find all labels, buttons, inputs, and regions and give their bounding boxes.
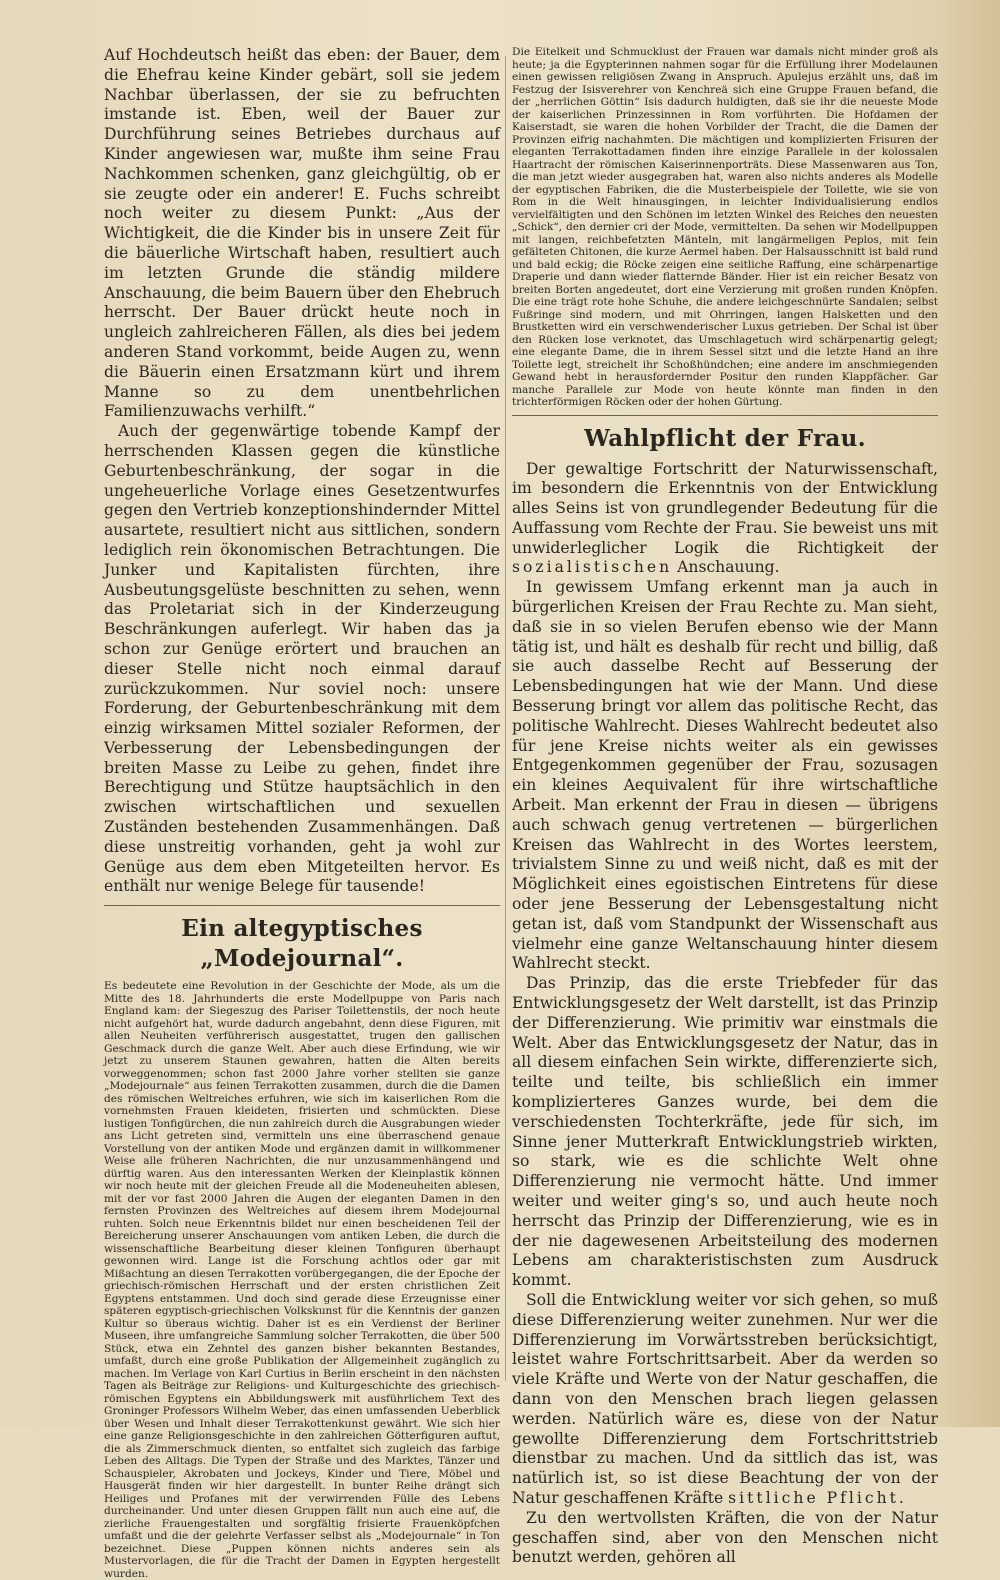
right-column [512,46,938,1567]
emphasized-word: sozialistischen [512,558,673,577]
article-paragraph: Das Prinzip, das die erste Triebfeder für das Entwicklungsgesetz der Welt darstellt, ist das Prinzip der Differenzierung. Wie primitiv war einstmals die Welt. Aber das Entwicklungsgesetz der Natur, das in all diesem einfachen Sein wirkte, differenzierte sich, teilte und teilte, bis schließlich ein immer komplizierteres Ganzes wurde, bei dem die verschiedensten Tochterkräfte, jede für sich, im Sinne jener Mutterkraft Entwicklungstrieb wirkten, so stark, wie es die schlichte Welt ohne Differenzierung nie vermocht hätte. Und immer weiter und weiter ging's so, und auch heute noch herrscht das Prinzip der Differenzierung, wie es in der nie dagewesenen Arbeitsteilung des modernen Lebens am charakteristischsten zum Ausdruck kommt. [512,974,938,1290]
paragraph-text: Soll die Entwicklung weiter vor sich gehen, so muß diese Differenzierung weiter zunehmen. Nur wer die Differenzierung im Vorwärtsstreben berücksichtigt, leistet wahre Fortschrittsarbeit. Aber da werden so viele Kräfte und Werte von der Natur geschaffen, die dann von den Menschen brach liegen gelassen werden. Natürlich wäre es, diese von der Natur gewollte Differenzierung dem Fortschrittstrieb dienstbar zu machen. Und da sittlich das ist, was natürlich ist, so ist diese Beachtung der von der Natur geschaffenen Kräfte [512,1290,938,1507]
article-paragraph: Die Eitelkeit und Schmucklust der Frauen war damals nicht minder groß als heute; ja die Egypterinnen nahmen sogar für die Erfüllung ihrer Modelaunen einen gewissen religiösen Zwang in Anspruch. Apulejus erzählt uns, daß im Festzug der Isisverehrer von Kenchreä sich eine Gruppe Frauen befand, die der „herrlichen Göttin“ Isis dadurch huldigten, daß sie ihr die neueste Mode der kaiserlichen Prinzessinnen in Rom vorführten. Die Hofdamen der Kaiserstadt, sie waren die hohen Vorbilder der Tracht, die die Damen der Provinzen eifrig nachahmten. Die mächtigen und komplizierten Frisuren der eleganten Terrakottadamen finden ihre einzige Parallele in der kolossalen Haartracht der römischen Kaiserinnenporträts. Diese Massenwaren aus Ton, die man jetzt wieder ausgegraben hat, waren also nichts anderes als Modelle der egyptischen Fabriken, die die Musterbeispiele der Toilette, wie sie von Rom in die Welt hinausgingen, in leichter Individualisierung endlos vervielfältigten und den Schönen im letzten Winkel des Reiches den neuesten „Schick“, den dernier cri der Mode, vermittelten. Da sehen wir Modellpuppen mit langen, reichbefetzten Mänteln, mit langärmeligen Peplos, mit fein gefälteten Chitonen, die kurze Aermel haben. Der Halsausschnitt ist bald rund und bald eckig; die Röcke zeigen eine seitliche Raffung, eine schärpenartige Draperie und dann wieder flatternde Bänder. Hier ist ein reicher Besatz von breiten Borten angedeutet, dort eine Verzierung mit großen runden Knöpfen. Die eine trägt rote hohe Schuhe, die andere leichgeschnürte Sandalen; selbst Fußringe sind modern, und mit Ohrringen, langen Halsketten und den Brustketten wird ein verschwenderischer Luxus getrieben. Der Schal ist über den Rücken lose verknotet, das Umschlagetuch wird schärpenartig gelegt; eine elegante Dame, die in ihrem Sessel sitzt und die letzte Hand an ihre Toilette legt, streichelt ihr Schoßhündchen; eine andere im anschmiegenden Gewand hebt in herausfordernder Positur den runden Klappfächer. Gar manche Parallele zur Mode von heute könnte man finden in den trichterförmigen Röcken oder der hohen Gürtung. [512,46,938,408]
article-paragraph: Zu den wertvollsten Kräften, die von der Natur geschaffen sind, aber von den Menschen nicht benutzt werden, gehören all [512,1508,938,1567]
paragraph-text: Der gewaltige Fortschritt der Naturwissenschaft, im besondern die Erkenntnis von der Entwicklung alles Seins ist von grundlegender Bedeutung für die Auffassung vom Rechte der Frau. Sie beweist uns mit unwiderleglicher Logik die Richtigkeit der [512,459,938,557]
article-paragraph: In gewissem Umfang erkennt man ja auch in bürgerlichen Kreisen der Frau Rechte zu. Man sieht, daß sie in so vielen Berufen ebenso wie der Mann tätig ist, und hält es deshalb für recht und billig, daß sie auch dasselbe Recht auf Besserung der Lebensbedingungen hat wie der Mann. Und diese Besserung bringt vor allem das politische Recht, das politische Wahlrecht. Dieses Wahlrecht bedeutet also für jene Kreise nichts weiter als ein gewisses Entgegenkommen gegenüber der Frau, sozusagen ein kleines Aequivalent für ihre wirtschaftliche Arbeit. Man erkennt der Frau in diesen — übrigens auch schwach genug vertretenen — bürgerlichen Kreisen das Wahlrecht in des Wortes leerstem, trivialstem Sinne zu und weiß nicht, daß es mit der Möglichkeit eines egoistischen Eintretens für diese oder jene Besserung der Lebensgestaltung nicht getan ist, daß vom Standpunkt der Wissenschaft aus vielmehr eine ganze Weltanschauung hinter diesem Wahlrecht steckt. [512,578,938,973]
page-edge-stain [938,0,1000,1427]
emphasized-word: sittliche Pflicht. [728,1488,907,1507]
article-paragraph [512,1291,938,1509]
article-paragraph: Auf Hochdeutsch heißt das eben: der Bauer, dem die Ehefrau keine Kinder gebärt, soll sie jedem Nachbar überlassen, der sie zu befruchten imstande ist. Eben, weil der Bauer zur Durchführung seines Betriebes durchaus auf Kinder angewiesen war, mußte ihm seine Frau Nachkommen schenken, ganz gleichgültig, ob er sie zeugte oder ein anderer! E. Fuchs schreibt noch weiter zu diesem Punkt: „Aus der Wichtigkeit, die die Kinder bis in unsere Zeit für die bäuerliche Wirtschaft haben, resultiert auch im letzten Grunde die ständig mildere Anschauung, die beim Bauern über den Ehebruch herrscht. Der Bauer drückt heute noch in ungleich zahlreicheren Fällen, als dies bei jedem anderen Stand vorkommt, beide Augen zu, wenn die Bäuerin einen Ersatzmann kürt und ihrem Manne so zu dem unentbehrlichen Familienzuwachs verhilft.“ [104,46,500,421]
article-heading: Wahlpflicht der Frau. [584,424,866,452]
column-divider [505,56,506,1381]
article-paragraph: Auch der gegenwärtige tobende Kampf der herrschenden Klassen gegen die künstliche Geburtenbeschränkung, der sogar in die ungeheuerliche Vorlage eines Gesetzentwurfes gegen den Vertrieb konzeptionshindernder Mittel ausartete, resultiert nicht aus sittlichen, sondern lediglich rein ökonomischen Betrachtungen. Die Junker und Kapitalisten fürchten, ihre Ausbeutungsgelüste beschnitten zu sehen, wenn das Proletariat sich in der Kinderzeugung Beschränkungen auferlegt. Wir haben das ja schon zur Genüge erörtert und brauchen an dieser Stelle nicht noch einmal darauf zurückzukommen. Nur soviel noch: unsere Forderung, der Geburtenbeschränkung mit dem einzig wirksamen Mittel sozialer Reformen, der Verbesserung der Lebensbedingungen der breiten Masse zu Leibe zu gehen, findet ihre Berechtigung und Stütze hauptsächlich in den zwischen wirtschaftlichen und sexuellen Zuständen bestehenden Zusammenhängen. Daß diese unstreitig vorhanden, geht ja wohl zur Genüge aus dem eben Mitgeteilten hervor. Es enthält nur wenige Belege für tausende! [104,422,500,896]
article-paragraph: Es bedeutete eine Revolution in der Geschichte der Mode, als um die Mitte des 18. Jahrhunderts die erste Modellpuppe von Paris nach England kam: der Siegeszug des Pariser Toilettenstils, der noch heute nicht aufgehört hat, wurde dadurch angebahnt, denn diese Figuren, mit allen Neuheiten verführerisch ausgestattet, trugen den gallischen Geschmack durch die ganze Welt. Aber auch diese Erfindung, wie wir jetzt zu unserem Staunen gewahren, hatten die Alten bereits vorweggenommen; schon fast 2000 Jahre vorher stellten sie ganze „Modejournale“ aus feinen Terrakotten zusammen, durch die die Damen des römischen Weltreiches erfuhren, wie sich im kaiserlichen Rom die vornehmsten Frauen kleideten, frisierten und schmückten. Diese lustigen Tonfigürchen, die nun zahlreich durch die Ausgrabungen wieder ans Licht getreten sind, vermitteln uns eine überraschend genaue Vorstellung von der antiken Mode und ergänzen damit in willkommener Weise alle früheren Nachrichten, die nur unzusammenhängend und dürftig waren. Aus den interessanten Werken der Kleinplastik können wir noch heute mit der gleichen Freude all die Modeneuheiten ablesen, mit der vor fast 2000 Jahren die Augen der eleganten Damen in den fernsten Provinzen des Weltreiches auf diesem ihrem Modejournal ruhten. Solch neue Erkenntnis bildet nur einen bescheidenen Teil der Bereicherung unserer Anschauungen vom antiken Leben, die durch die wissenschaftliche Bearbeitung dieser kleinen Tonfiguren überhaupt gewonnen wird. Lange ist die Forschung achtlos oder gar mit Mißachtung an diesen Terrakotten vorübergegangen, die der Epoche der griechisch-römischen Herrschaft und der ersten christlichen Zeit Egyptens entstammen. Und doch sind gerade diese Erzeugnisse einer späteren egyptisch-griechischen Volkskunst für die Kenntnis der ganzen Kultur so überaus wichtig. Daher ist es ein Verdienst der Berliner Museen, ihre umfangreiche Sammlung solcher Terrakotten, die über 500 Stück, etwa ein Zehntel des ganzen bisher bekannten Bestandes, umfaßt, durch eine große Publikation der Allgemeinheit zugänglich zu machen. Im Verlage von Karl Curtius in Berlin erscheint in den nächsten Tagen als Beiträge zur Religions- und Kulturgeschichte des griechisch-römischen Egyptens ein Abbildungswerk mit ausführlichem Text des Groninger Professors Wilhelm Weber, das einen umfassenden Ueberblick über Wesen und Inhalt dieser Terrakottenkunst gewährt. Wie sich hier eine ganze Religionsgeschichte in den zahlreichen Götterfiguren auftut, die als Zimmerschmuck dienten, so entfaltet sich zugleich das farbige Leben des Alltags. Die Typen der Straße und des Marktes, Tänzer und Schauspieler, Akrobaten und Jockeys, Kinder und Tiere, Möbel und Hausgerät finden wir hier dargestellt. In bunter Reihe drängt sich Heiliges und Profanes mit der verwirrenden Fülle des Lebens durcheinander. Und unter diesen Gruppen fällt nun auch eine auf, die zierliche Frauengestalten und sorgfältig frisierte Frauenköpfchen umfaßt und die der gelehrte Verfasser selbst als „Modejournale“ in Ton bezeichnet. Diese „Puppen können nichts anderes sein als Mustervorlagen, die für die Tracht der Damen in Egypten hergestellt wurden. [104,980,500,1580]
section-divider [104,905,500,906]
left-column [104,46,500,1580]
paragraph-text: Anschauung. [677,558,780,577]
article-heading: Ein altegyptisches „Modejournal“. [181,915,423,973]
article-paragraph [512,460,938,579]
section-divider [512,415,938,416]
